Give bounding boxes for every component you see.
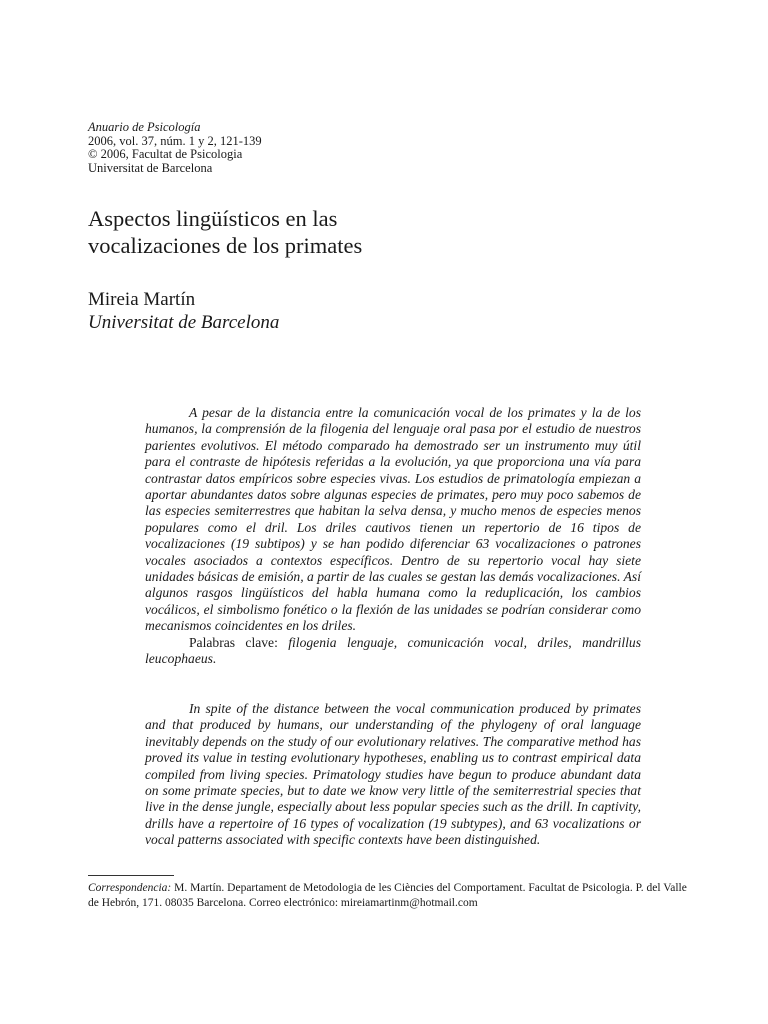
footnote-divider bbox=[88, 875, 174, 876]
keywords-label: Palabras clave: bbox=[189, 634, 278, 650]
abstract-spanish bbox=[145, 405, 641, 668]
journal-header bbox=[88, 121, 262, 175]
article-title-line-1: Aspectos lingüísticos en las bbox=[88, 206, 338, 231]
abstract-english-text: In spite of the distance between the vocal communication produced by primates and that produced by humans, our understanding of the phylogeny of oral language inevitably depends on the study of our evolutionary relatives. The comparative method has proved its value in testing evolutionary hypotheses, enabling us to contrast empirical data compiled from living species. Primatology studies have begun to produce abundant data on some primate species, but to date we know very little of the semiterrestrial species that live in the dense jungle, especially about less popular species such as the drill. In captivity, drills have a repertoire of 16 types of vocalization (19 subtypes), and 63 vocalizations or vocal patterns associated with specific contexts have been distinguished. bbox=[145, 701, 641, 848]
correspondence-footnote bbox=[88, 881, 688, 910]
abstract-english bbox=[145, 701, 641, 849]
journal-name: Anuario de Psicología bbox=[88, 120, 201, 134]
journal-volume: 2006, vol. 37, núm. 1 y 2, 121-139 bbox=[88, 133, 262, 148]
footnote-label: Correspondencia: bbox=[88, 882, 172, 894]
journal-university: Universitat de Barcelona bbox=[88, 160, 213, 175]
keywords-line bbox=[145, 635, 641, 668]
article-title bbox=[88, 205, 362, 259]
author-name: Mireia Martín bbox=[88, 289, 196, 310]
journal-copyright: © 2006, Facultat de Psicologia bbox=[88, 147, 243, 161]
author-affiliation: Universitat de Barcelona bbox=[88, 312, 280, 333]
abstract-spanish-text: A pesar de la distancia entre la comunicación vocal de los primates y la de los humanos, la comprensión de la filogenia del lenguaje oral pasa por el estudio de nuestros parientes evolutivos. El método comparado ha demostrado ser un instrumento muy útil para el contraste de hipótesis referidas a la evolución, ya que proporciona una vía para contrastar datos empíricos sobre especies vivas. Los estudios de primatología empiezan a aportar abundantes datos sobre algunas especies de primates, pero muy poco sabemos de las especies semiterrestres que habitan la selva densa, y mucho menos de especies menos populares como el dril. Los driles cautivos tienen un repertorio de 16 tipos de vocalizaciones (19 subtipos) y se han podido diferenciar 63 vocalizaciones o patrones vocales asociados a contextos específicos. Dentro de su repertorio vocal hay siete unidades básicas de emisión, a partir de las cuales se gestan las demás vocalizaciones. Así algunos rasgos lingüísticos del habla humana como la reduplicación, los cambios vocálicos, el simbolismo fonético o la flexión de las unidades se podrían considerar como mecanismos coincidentes en los driles. bbox=[145, 405, 641, 634]
keywords-terms: filogenia lenguaje, comunicación vocal, driles, mandrillus leucophaeus. bbox=[145, 634, 641, 667]
author-block bbox=[88, 288, 279, 334]
footnote-text: M. Martín. Departament de Metodologia de les Ciències del Comportament. Facultat de Psicologia. P. del Valle de Hebrón, 171. 08035 Barcelona. Correo electrónico: mireiamartinm@hotmail.com bbox=[88, 882, 687, 909]
article-title-line-2: vocalizaciones de los primates bbox=[88, 233, 363, 258]
